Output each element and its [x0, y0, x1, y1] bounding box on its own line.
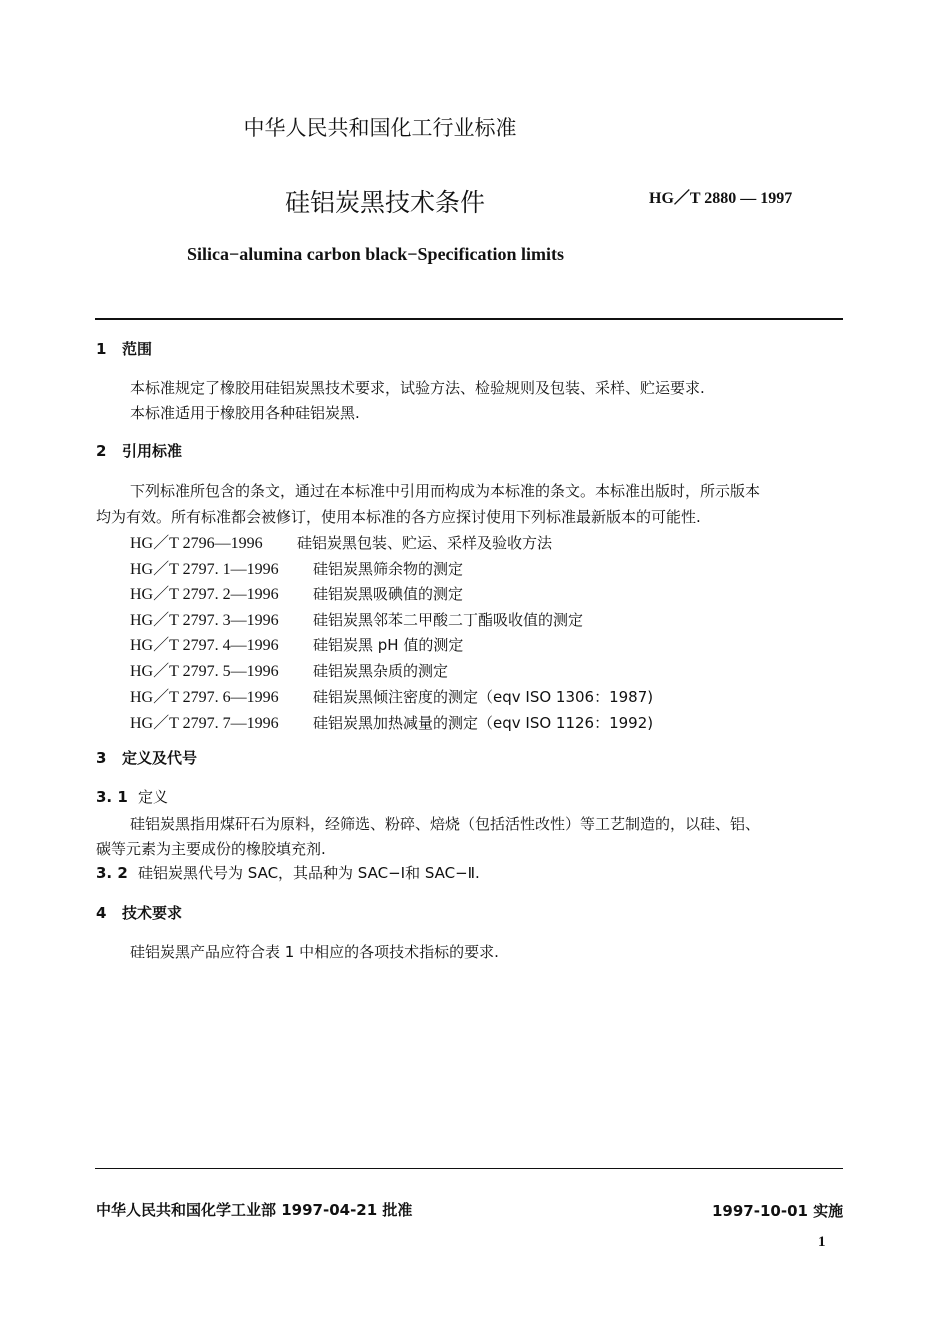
reference-item: [130, 658, 448, 681]
subsection-text: 硅铝炭黑代号为 SAC，其品种为 SAC−Ⅰ和 SAC−Ⅱ.: [138, 864, 480, 882]
section-3-heading: [96, 747, 197, 768]
reference-title: 硅铝炭黑邻苯二甲酸二丁酯吸收值的测定: [313, 611, 584, 629]
reference-title: 硅铝炭黑加热减量的测定（eqv ISO 1126：1992): [313, 714, 654, 732]
reference-code: HG／T 2797. 5—1996: [130, 663, 279, 680]
reference-title: 硅铝炭黑吸碘值的测定: [313, 585, 464, 603]
paragraph: 本标准适用于橡胶用各种硅铝炭黑.: [130, 404, 360, 422]
paragraph: 硅铝炭黑产品应符合表 1 中相应的各项技术指标的要求.: [130, 943, 499, 961]
reference-code: HG／T 2797. 4—1996: [130, 637, 279, 654]
standard-organization: 中华人民共和国化工行业标准: [243, 116, 517, 140]
section-1-heading: [96, 338, 152, 359]
header-divider: [95, 318, 843, 320]
reference-title: 硅铝炭黑杂质的测定: [313, 662, 449, 680]
paragraph: 碳等元素为主要成份的橡胶填充剂.: [96, 840, 326, 858]
footer-divider: [95, 1168, 843, 1169]
reference-item: [130, 581, 463, 604]
page-number: 1: [818, 1234, 826, 1250]
reference-title: 硅铝炭黑 pH 值的测定: [313, 636, 464, 654]
reference-item: [130, 530, 552, 553]
subsection-3-2: [96, 862, 480, 883]
reference-code: HG／T 2797. 1—1996: [130, 561, 279, 578]
reference-code: HG／T 2797. 3—1996: [130, 612, 279, 629]
section-title: 定义及代号: [122, 749, 198, 767]
reference-code: HG／T 2797. 2—1996: [130, 586, 279, 603]
section-number: 1: [96, 340, 107, 358]
document-title-en: Silica−alumina carbon black−Specification limits: [187, 244, 565, 264]
paragraph: 本标准规定了橡胶用硅铝炭黑技术要求，试验方法、检验规则及包装、采样、贮运要求.: [130, 379, 705, 397]
section-number: 2: [96, 442, 107, 460]
reference-item: [130, 684, 653, 707]
reference-item: [130, 710, 653, 733]
subsection-title: 定义: [138, 788, 169, 806]
subsection-number: 3. 1: [96, 788, 128, 806]
paragraph: 下列标准所包含的条文，通过在本标准中引用而构成为本标准的条文。本标准出版时，所示版本: [130, 482, 761, 500]
section-4-heading: [96, 902, 182, 923]
reference-code: HG／T 2797. 7—1996: [130, 715, 279, 732]
reference-item: [130, 632, 463, 655]
section-title: 引用标准: [122, 442, 183, 460]
reference-code: HG／T 2797. 6—1996: [130, 689, 279, 706]
reference-code: HG／T 2796—1996: [130, 535, 263, 552]
section-2-heading: [96, 440, 182, 461]
section-number: 3: [96, 749, 107, 767]
standard-code: HG／T 2880 — 1997: [649, 190, 793, 207]
subsection-number: 3. 2: [96, 864, 128, 882]
section-title: 技术要求: [122, 904, 183, 922]
approval-line: 中华人民共和国化学工业部 1997-04-21 批准: [96, 1201, 413, 1219]
document-title-zh: 硅铝炭黑技术条件: [285, 188, 486, 217]
paragraph: 均为有效。所有标准都会被修订，使用本标准的各方应探讨使用下列标准最新版本的可能性.: [96, 508, 701, 526]
reference-title: 硅铝炭黑筛余物的测定: [313, 560, 464, 578]
subsection-3-1-heading: [96, 786, 168, 807]
reference-item: [130, 607, 583, 630]
section-number: 4: [96, 904, 107, 922]
paragraph: 硅铝炭黑指用煤矸石为原料，经筛选、粉碎、焙烧（包括活性改性）等工艺制造的，以硅、铝、: [130, 815, 761, 833]
section-title: 范围: [122, 340, 153, 358]
implementation-date: 1997-10-01 实施: [712, 1202, 844, 1220]
reference-title: 硅铝炭黑倾注密度的测定（eqv ISO 1306：1987): [313, 688, 654, 706]
reference-title: 硅铝炭黑包装、贮运、采样及验收方法: [297, 534, 553, 552]
reference-item: [130, 556, 463, 579]
